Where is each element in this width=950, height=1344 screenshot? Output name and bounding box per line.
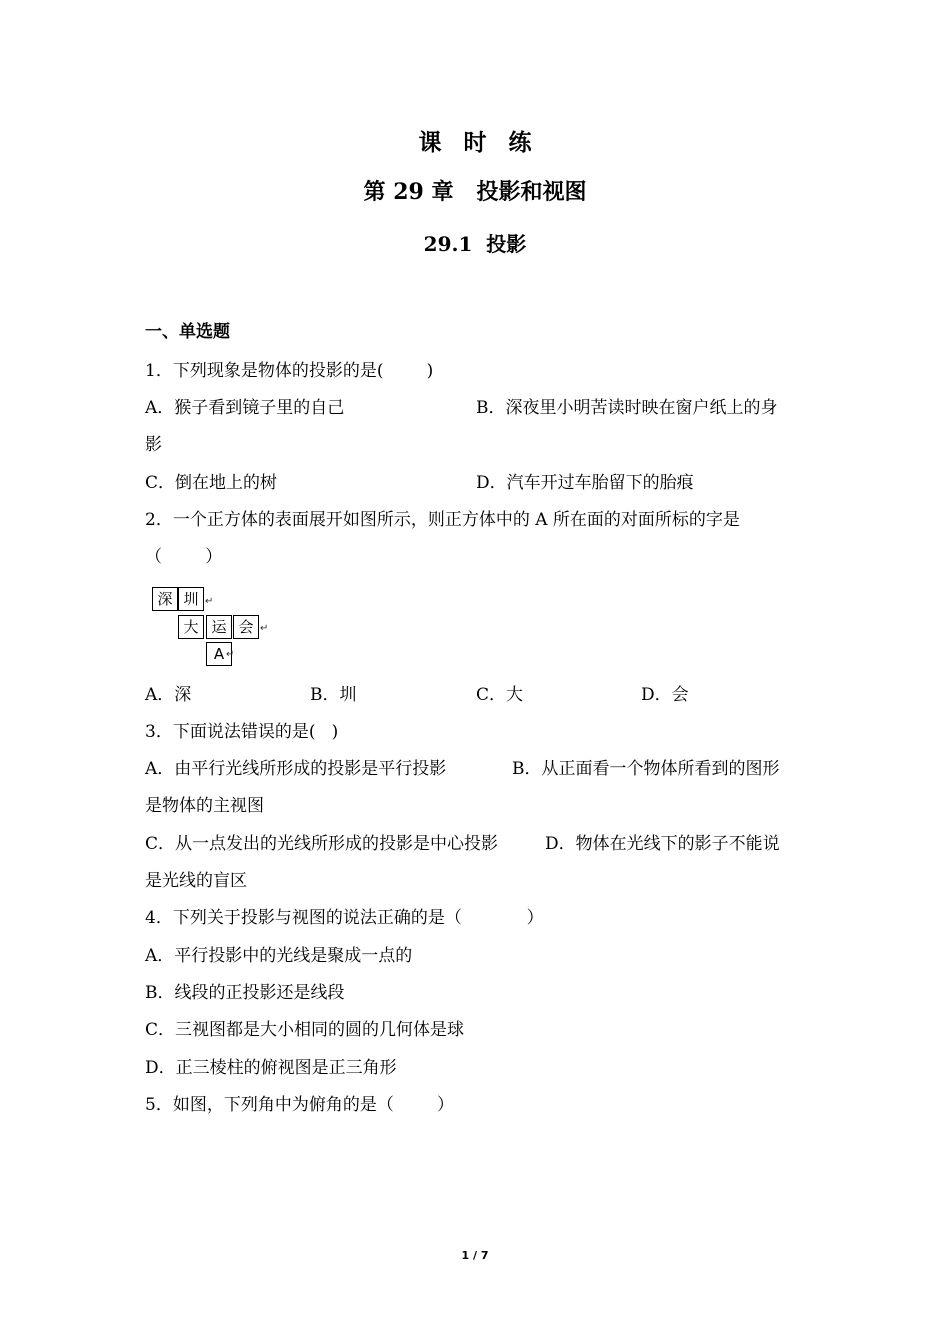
q2-stem-cont: （ ） xyxy=(145,547,223,567)
section-title: 29.1 投影 xyxy=(423,232,527,256)
q1-option-d: D．汽车开过车胎留下的胎痕 xyxy=(476,473,694,493)
paragraph-mark-icon: ↵ xyxy=(205,596,214,607)
q4-stem: 4．下列关于投影与视图的说法正确的是（ ） xyxy=(145,908,544,928)
q1-option-a: A．猴子看到镜子里的自己 xyxy=(145,398,345,418)
part-heading: 一、单选题 xyxy=(145,322,230,342)
net-cell: 深 xyxy=(152,587,178,611)
q4-option-b: B．线段的正投影还是线段 xyxy=(145,983,345,1003)
net-cell: 会 xyxy=(233,615,259,639)
page-title: 课时练 xyxy=(418,129,554,156)
q2-option-d: D．会 xyxy=(641,685,689,705)
page-number: 1 / 7 xyxy=(461,1249,489,1262)
paragraph-mark-icon: ↵ xyxy=(226,649,235,660)
q2-option-c: C．大 xyxy=(476,685,524,705)
q1-option-b-cont: 影 xyxy=(145,435,162,455)
q2-option-b: B．圳 xyxy=(310,685,357,705)
q3-option-d: D．物体在光线下的影子不能说 xyxy=(545,834,780,854)
q1-option-b: B．深夜里小明苦读时映在窗户纸上的身 xyxy=(476,398,778,418)
net-cell: 圳 xyxy=(178,587,204,611)
net-cell: 大 xyxy=(178,615,204,639)
q2-stem: 2．一个正方体的表面展开如图所示，则正方体中的 A 所在面的对面所标的字是 xyxy=(145,510,740,530)
q2-option-a: A．深 xyxy=(145,685,192,705)
q5-stem: 5．如图，下列角中为俯角的是（ ） xyxy=(145,1095,455,1115)
q3-option-d-cont: 是光线的盲区 xyxy=(145,871,247,891)
q4-option-d: D．正三棱柱的俯视图是正三角形 xyxy=(145,1058,397,1078)
net-cell: A xyxy=(206,642,232,666)
q4-option-c: C．三视图都是大小相同的圆的几何体是球 xyxy=(145,1020,465,1040)
q3-option-b-cont: 是物体的主视图 xyxy=(145,796,264,816)
paragraph-mark-icon: ↵ xyxy=(260,623,269,634)
q3-option-c: C．从一点发出的光线所形成的投影是中心投影 xyxy=(145,834,499,854)
q3-option-b: B．从正面看一个物体所看到的图形 xyxy=(512,759,780,779)
cube-net-figure xyxy=(150,586,270,668)
q4-option-a: A．平行投影中的光线是聚成一点的 xyxy=(145,946,413,966)
q3-stem: 3．下面说法错误的是( ) xyxy=(145,722,339,742)
q1-option-c: C．倒在地上的树 xyxy=(145,473,278,493)
q3-option-a: A．由平行光线所形成的投影是平行投影 xyxy=(145,759,447,779)
q1-stem: 1．下列现象是物体的投影的是( ) xyxy=(145,361,434,381)
net-cell: 运 xyxy=(206,615,232,639)
chapter-title: 第 29 章 投影和视图 xyxy=(363,179,587,205)
